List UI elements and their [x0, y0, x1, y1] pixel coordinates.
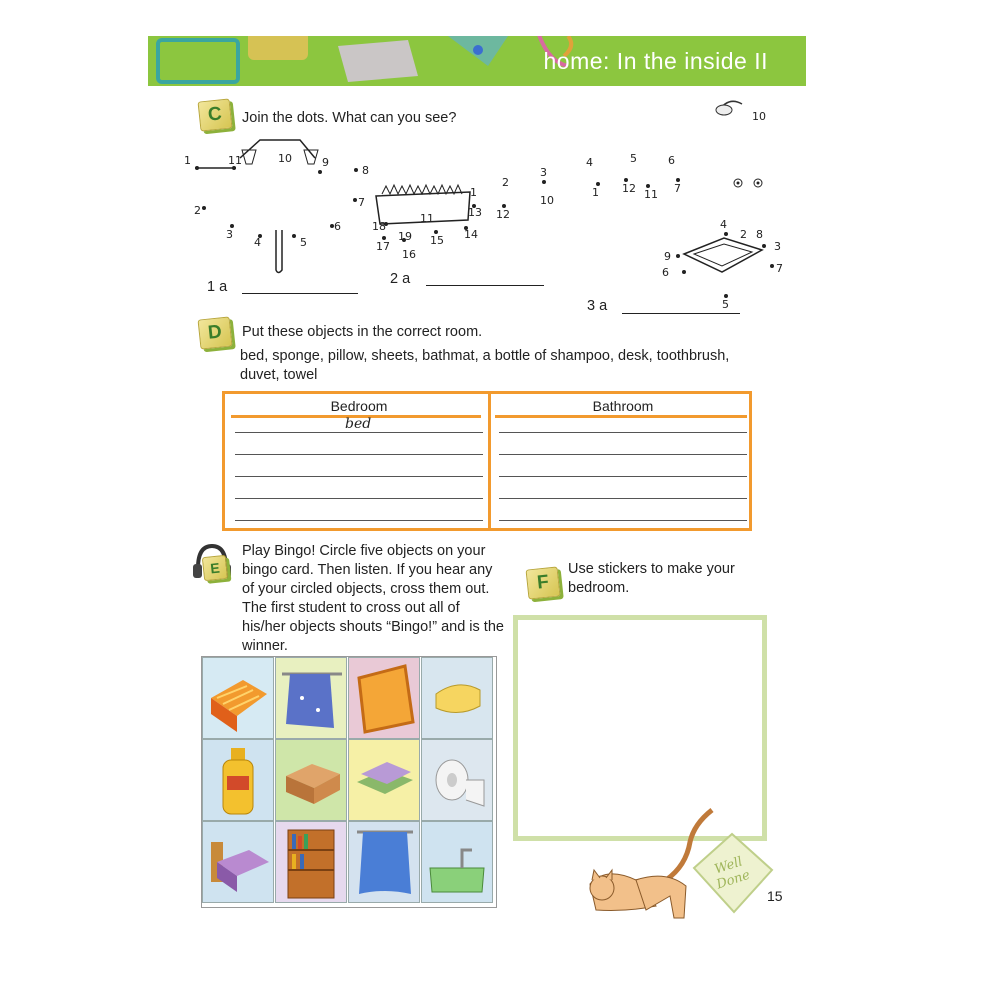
dot-number: 18	[372, 220, 386, 233]
dot-number: 5	[722, 298, 729, 311]
column-header-bedroom: Bedroom	[330, 398, 388, 414]
dot-number: 4	[586, 156, 593, 169]
section-c-instruction: Join the dots. What can you see?	[242, 110, 457, 126]
dot-number: 15	[430, 234, 444, 247]
dot-number: 11	[420, 212, 434, 225]
well-done-stamp-text: Well Done	[712, 854, 752, 893]
lamp-dot-puzzle	[190, 130, 350, 280]
page-title: home: In the inside II	[543, 48, 768, 74]
toilet-paper-icon	[422, 740, 494, 822]
page-header-band	[148, 36, 806, 86]
dot-number: 9	[664, 250, 671, 263]
page-number: 15	[767, 888, 783, 904]
dot-number: 2	[740, 228, 747, 241]
soap-dish-dot-puzzle	[676, 232, 766, 282]
column-divider	[488, 394, 491, 528]
bingo-cell[interactable]	[202, 821, 274, 903]
dot-number: 5	[630, 152, 637, 165]
eyes-icon	[730, 176, 770, 190]
shower-curtain-icon	[349, 822, 421, 904]
shampoo-bottle-icon	[203, 740, 275, 822]
dot-number: 11	[228, 154, 242, 167]
answer-label-1: 1 a	[207, 279, 228, 295]
sheets-icon	[349, 740, 421, 822]
dot-number: 11	[644, 188, 658, 201]
dot-number: 16	[402, 248, 416, 261]
dot-number: 4	[254, 236, 261, 249]
dot-number: 14	[464, 228, 478, 241]
dot-number: 7	[776, 262, 783, 275]
duvet-icon	[203, 658, 275, 740]
dot-number: 1	[470, 186, 477, 199]
dot-number: 10	[540, 194, 554, 207]
section-c-badge: C	[198, 98, 233, 131]
write-line[interactable]	[235, 432, 483, 433]
write-line[interactable]	[235, 454, 483, 455]
dot-number: 4	[720, 218, 727, 231]
answer-label-2: 2 a	[390, 271, 411, 287]
bingo-cell[interactable]	[421, 657, 493, 739]
dot-number: 6	[668, 154, 675, 167]
room-sort-table	[222, 391, 752, 531]
bath-icon	[422, 822, 494, 904]
section-d-word-list: bed, sponge, pillow, sheets, bathmat, a bottle of shampoo, desk, toothbrush, duvet, towel	[240, 348, 730, 383]
dot-number: 2	[194, 204, 201, 217]
dot-number: 12	[622, 182, 636, 195]
dot-number: 8	[756, 228, 763, 241]
dot-number: 1	[184, 154, 191, 167]
bingo-cell[interactable]	[275, 657, 347, 739]
bookcase-icon	[276, 822, 348, 904]
bingo-cell[interactable]	[348, 739, 420, 821]
bingo-cell[interactable]	[202, 657, 274, 739]
dot-number: 10	[278, 152, 292, 165]
answer-line-3[interactable]	[622, 313, 740, 314]
write-line[interactable]	[235, 520, 483, 521]
dot-number: 8	[362, 164, 369, 177]
example-answer: bed	[345, 416, 372, 432]
dot-number: 6	[662, 266, 669, 279]
bingo-cell[interactable]	[348, 821, 420, 903]
write-line[interactable]	[499, 432, 747, 433]
bed-icon	[203, 822, 275, 904]
bathmat-icon	[349, 658, 421, 740]
section-f-instruction: Use stickers to make your bedroom.	[568, 561, 735, 596]
write-line[interactable]	[235, 498, 483, 499]
dot-number: 17	[376, 240, 390, 253]
bingo-cell[interactable]	[421, 821, 493, 903]
section-d-instruction: Put these objects in the correct room.	[242, 324, 483, 340]
bingo-card	[201, 656, 497, 908]
dot-number: 6	[334, 220, 341, 233]
desk-drawer-icon	[276, 740, 348, 822]
answer-line-1[interactable]	[242, 293, 358, 294]
write-line[interactable]	[499, 476, 747, 477]
dot-number: 3	[226, 228, 233, 241]
section-e-badge: E	[202, 555, 228, 581]
bingo-cell[interactable]	[275, 739, 347, 821]
dot-number: 9	[322, 156, 329, 169]
bingo-cell[interactable]	[202, 739, 274, 821]
section-d-badge: D	[198, 316, 233, 349]
bingo-cell[interactable]	[275, 821, 347, 903]
sponge-icon	[422, 658, 494, 740]
write-line[interactable]	[235, 476, 483, 477]
write-line[interactable]	[499, 520, 747, 521]
dot-number: 7	[358, 196, 365, 209]
write-line[interactable]	[499, 454, 747, 455]
dot-number: 19	[398, 230, 412, 243]
dot-number: 3	[540, 166, 547, 179]
answer-line-2[interactable]	[426, 285, 544, 286]
dot-number: 3	[774, 240, 781, 253]
dot-number: 12	[496, 208, 510, 221]
dot-number: 7	[674, 182, 681, 195]
bingo-cell[interactable]	[421, 739, 493, 821]
answer-label-3: 3 a	[587, 298, 608, 314]
dot-number: 13	[468, 206, 482, 219]
write-line[interactable]	[499, 498, 747, 499]
dot-number: 10	[752, 110, 766, 123]
dot-number: 5	[300, 236, 307, 249]
bingo-cell[interactable]	[348, 657, 420, 739]
dot-number: 1	[592, 186, 599, 199]
shower-head-icon	[714, 94, 746, 120]
dot-number: 2	[502, 176, 509, 189]
column-header-bathroom: Bathroom	[592, 398, 654, 414]
section-f-badge: F	[526, 566, 561, 599]
towel-icon	[276, 658, 348, 740]
section-e-instruction: Play Bingo! Circle five objects on your bingo card. Then listen. If you hear any of your circled objects, cross them out. The first student to cross out all of his/her objects shouts “Bingo!” and is the winner.	[242, 543, 504, 654]
